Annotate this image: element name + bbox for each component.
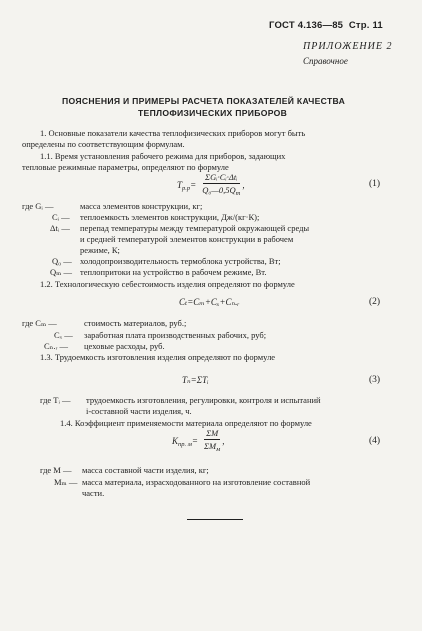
def3-text-1: трудоемкость изготовления, регулировки, контроля и испытаний	[86, 395, 321, 405]
para11-line1: 1.1. Время установления рабочего режима для приборов, задающих	[40, 151, 286, 161]
closing-divider	[187, 519, 243, 520]
def2-term-cpr: Cₙ.ᵣ —	[44, 341, 69, 351]
para11-line2: тепловые режимные параметры, определяют по формуле	[22, 162, 229, 172]
formula-4-number: (4)	[369, 436, 381, 446]
section-title-line1: ПОЯСНЕНИЯ И ПРИМЕРЫ РАСЧЕТА ПОКАЗАТЕЛЕЙ КАЧЕСТВА	[62, 96, 346, 106]
formula-1-number: (1)	[369, 179, 381, 189]
appendix-subtitle: Справочное	[303, 56, 348, 66]
header-standard: ГОСТ 4.136—85 Стр. 11	[269, 20, 383, 31]
section-title-line2: ТЕПЛОФИЗИЧЕСКИХ ПРИБОРОВ	[138, 108, 288, 118]
def2-text-cm: стоимость материалов, руб.;	[84, 318, 187, 328]
def1-text-g: масса элементов конструкции, кг;	[80, 201, 203, 211]
def4-term-mm: Mₘ —	[54, 477, 78, 487]
para1-line2: определены по соответствующим формулам.	[22, 139, 185, 149]
formula-3-number: (3)	[369, 375, 381, 385]
formula-3: Tₙ=ΣTᵢ	[182, 375, 209, 385]
formula-2: Cₜ=Cₘ+Cₓ+Cₙ.ᵣ	[179, 297, 240, 307]
def1-text-dt-3: режиме, К;	[80, 245, 120, 255]
def1-text-qt: теплопритоки на устройство в рабочем режиме, Вт.	[80, 267, 267, 277]
def2-term-cm: где Cₘ —	[22, 318, 57, 328]
def1-term-q0: Q₀ —	[52, 256, 72, 266]
para13: 1.3. Трудоемкость изготовления изделия определяют по формуле	[40, 352, 276, 362]
para1-line1: 1. Основные показатели качества теплофизических приборов могут быть	[40, 128, 306, 138]
def1-text-dt-1: перепад температуры между температурой окружающей среды	[80, 223, 310, 233]
def1-term-c: Cᵢ —	[52, 212, 70, 222]
def2-term-cz: Cₓ —	[54, 330, 73, 340]
appendix-title: ПРИЛОЖЕНИЕ 2	[303, 41, 393, 52]
def4-term-m: где M —	[40, 465, 72, 475]
def2-text-cpr: цеховые расходы, руб.	[84, 341, 165, 351]
def1-text-dt-2: и средней температурой элементов конструкции в рабочем	[80, 234, 294, 244]
formula-1: Tр.р= $\frac{\text{ΣGᵢ·Cᵢ·Δtᵢ}}{Q_0—0,5Q_т}$ ,	[177, 172, 245, 197]
def1-term-g: где Gᵢ —	[22, 201, 54, 211]
header-page: Стр. 11	[348, 20, 383, 31]
def1-term-dt: Δtᵢ —	[50, 223, 70, 233]
def4-text-m: масса составной части изделия, кг;	[82, 465, 209, 475]
formula-4: Kпр. м= $\frac{\Sigma M}{\Sigma M_м}$ ,	[172, 428, 225, 453]
def2-text-cz: заработная плата производственных рабочих, руб;	[84, 330, 267, 340]
def3-text-2: i-составной части изделия, ч.	[86, 406, 192, 416]
def4-text-mm-2: части.	[82, 488, 105, 498]
def1-term-qt: Qₘ —	[50, 267, 72, 277]
formula-2-number: (2)	[369, 297, 381, 307]
para12: 1.2. Технологическую себестоимость изделия определяют по формуле	[40, 279, 295, 289]
para14: 1.4. Коэффициент применяемости материала определяют по формуле	[60, 418, 312, 428]
def4-text-mm-1: масса материала, израсходованного на изготовление составной	[82, 477, 311, 487]
def1-text-c: теплоемкость элементов конструкции, Дж/(кг·К);	[80, 212, 260, 222]
def3-term: где Tᵢ —	[40, 395, 71, 405]
def1-text-q0: холодопроизводительность термоблока устройства, Вт;	[80, 256, 281, 266]
